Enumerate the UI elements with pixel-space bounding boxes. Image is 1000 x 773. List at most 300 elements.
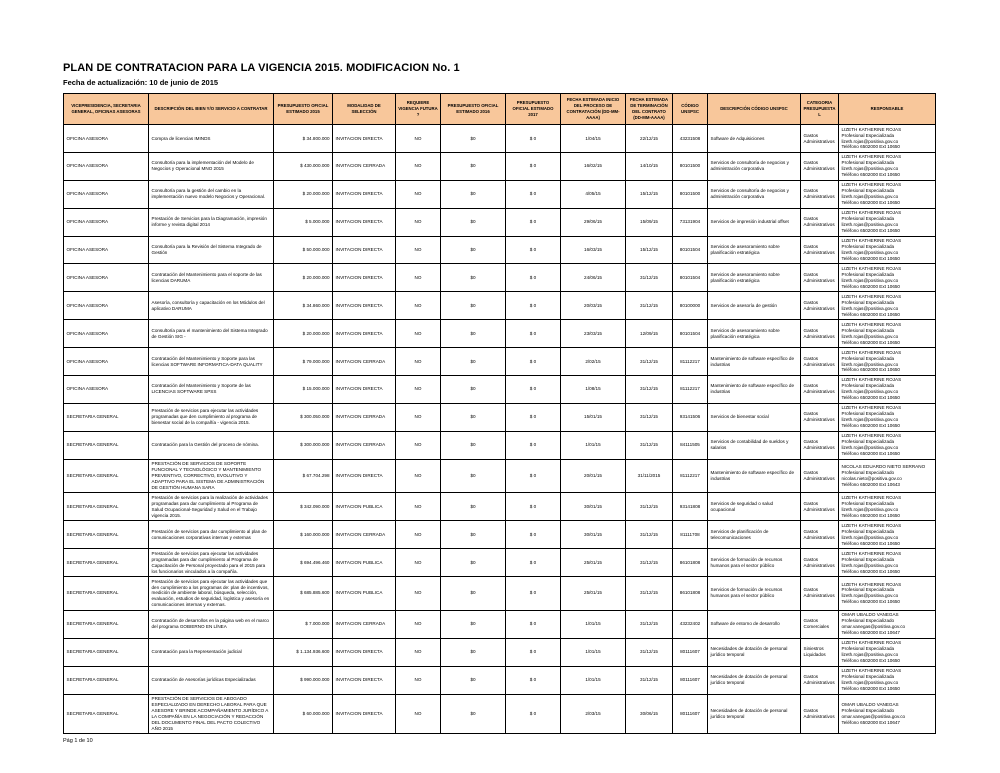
cell-descripcion: Prestación de Servicios para la Diagramación, impresión informe y revista digital 2014: [149, 208, 274, 236]
cell-vigencia-futura: NO: [396, 549, 441, 577]
column-header-categoria: CATEGORIA PRESUPUESTAL: [801, 94, 839, 125]
cell-categoria: Gastos Administrativos: [801, 431, 839, 459]
table-row: [64, 292, 936, 320]
cell-modalidad: INVITACION DIRECTA: [333, 208, 396, 236]
cell-codigo-unspsc: 84111505: [673, 431, 708, 459]
cell-responsable: LIZETH KATHERINE ROJAS Profesional Especializada lizeth.rojas@positiva.gov.co Teléfono 6502000 Ext 10650: [839, 666, 936, 694]
cell-vigencia-futura: NO: [396, 694, 441, 734]
cell-presupuesto-2017: $ 0: [506, 180, 561, 208]
cell-modalidad: INVITACION PUBLICA: [333, 577, 396, 611]
cell-fecha-inicio: 25/01/15: [561, 577, 626, 611]
cell-fecha-inicio: 1/01/15: [561, 431, 626, 459]
cell-presupuesto-2017: $ 0: [506, 320, 561, 348]
table-row: [64, 152, 936, 180]
cell-dependencia: OFICINA ASESORA: [64, 264, 149, 292]
cell-presupuesto-2017: $ 0: [506, 348, 561, 376]
cell-fecha-inicio: 24/06/15: [561, 264, 626, 292]
cell-fecha-terminacion: 31/12/15: [626, 577, 673, 611]
cell-codigo-unspsc: 43231508: [673, 125, 708, 153]
cell-vigencia-futura: NO: [396, 610, 441, 638]
cell-presupuesto-2016: $0: [441, 264, 506, 292]
cell-descripcion: Prestación de servicios para la realización de actividades programadas para dar cumplimiento al Programa de Salud Ocupacional-Seguridad y Salud en el Trabajo vigencia 2015.: [149, 493, 274, 521]
cell-presupuesto-2015: $ 694.496.460: [274, 549, 333, 577]
cell-presupuesto-2016: $0: [441, 521, 506, 549]
cell-presupuesto-2016: $0: [441, 180, 506, 208]
table-row: [64, 431, 936, 459]
cell-dependencia: SECRETARIA GENERAL: [64, 403, 149, 431]
cell-descripcion: Contratación para la Gestión del proceso de nómina.: [149, 431, 274, 459]
cell-categoria: Gastos Administrativos: [801, 403, 839, 431]
cell-fecha-inicio: 2/02/15: [561, 348, 626, 376]
cell-vigencia-futura: NO: [396, 208, 441, 236]
column-header-descripcion: DESCRIPCIÓN DEL BIEN Y/O SERVICIO A CONTRATAR: [149, 94, 274, 125]
cell-categoria: Gastos Administrativos: [801, 180, 839, 208]
cell-presupuesto-2015: $ 67.704.298: [274, 459, 333, 493]
cell-descripcion-unspsc: Software de entorno de desarrollo: [708, 610, 801, 638]
cell-vigencia-futura: NO: [396, 264, 441, 292]
cell-presupuesto-2015: $ 60.000.000: [274, 694, 333, 734]
cell-modalidad: INVITACION DIRECTA: [333, 459, 396, 493]
cell-presupuesto-2016: $0: [441, 236, 506, 264]
cell-fecha-terminacion: 15/09/15: [626, 208, 673, 236]
cell-codigo-unspsc: 86101808: [673, 549, 708, 577]
cell-presupuesto-2017: $ 0: [506, 610, 561, 638]
cell-vigencia-futura: NO: [396, 521, 441, 549]
cell-descripcion-unspsc: Mantenimiento de software específico de industrias: [708, 375, 801, 403]
cell-presupuesto-2016: $0: [441, 694, 506, 734]
cell-descripcion: Contratación del Mantenimiento para el soporte de las licencias DARUMA: [149, 264, 274, 292]
cell-responsable: LIZETH KATHERINE ROJAS Profesional Especializada lizeth.rojas@positiva.gov.co Teléfono 6502000 Ext 10650: [839, 521, 936, 549]
cell-codigo-unspsc: 86101808: [673, 577, 708, 611]
cell-presupuesto-2017: $ 0: [506, 493, 561, 521]
cell-presupuesto-2016: $0: [441, 431, 506, 459]
table-row: [64, 403, 936, 431]
cell-fecha-terminacion: 31/12/15: [626, 666, 673, 694]
cell-fecha-inicio: 4/05/15: [561, 180, 626, 208]
cell-descripcion: Compra de licencias IMINDS: [149, 125, 274, 153]
cell-vigencia-futura: NO: [396, 666, 441, 694]
cell-responsable: LIZETH KATHERINE ROJAS Profesional Especializada lizeth.rojas@positiva.gov.co Teléfono 6502000 Ext 10650: [839, 493, 936, 521]
cell-fecha-terminacion: 12/09/15: [626, 320, 673, 348]
cell-descripcion: Contratación del Mantenimiento y Soporte de las LICENCIAS SOFTWARE SPSS: [149, 375, 274, 403]
cell-descripcion-unspsc: Servicios de formación de recursos humanos para el sector público: [708, 577, 801, 611]
cell-descripcion-unspsc: Necesidades de dotación de personal jurídico temporal: [708, 694, 801, 734]
cell-responsable: LIZETH KATHERINE ROJAS Profesional Especializada lizeth.rojas@positiva.gov.co Teléfono 6502000 Ext 10650: [839, 236, 936, 264]
cell-presupuesto-2016: $0: [441, 320, 506, 348]
cell-modalidad: INVITACION DIRECTA: [333, 694, 396, 734]
cell-dependencia: OFICINA ASESORA: [64, 152, 149, 180]
cell-presupuesto-2016: $0: [441, 208, 506, 236]
cell-presupuesto-2016: $0: [441, 493, 506, 521]
cell-responsable: LIZETH KATHERINE ROJAS Profesional Especializada lizeth.rojas@positiva.gov.co Teléfono 6502000 Ext 10650: [839, 638, 936, 666]
cell-modalidad: INVITACION CERRADA: [333, 610, 396, 638]
cell-codigo-unspsc: 80111607: [673, 666, 708, 694]
cell-descripcion-unspsc: Servicios de asesoramiento sobre planificación estratégica: [708, 320, 801, 348]
cell-descripcion-unspsc: Necesidades de dotación de personal jurídico temporal: [708, 666, 801, 694]
cell-vigencia-futura: NO: [396, 459, 441, 493]
cell-dependencia: SECRETARIA GENERAL: [64, 493, 149, 521]
page-title: PLAN DE CONTRATACION PARA LA VIGENCIA 2015. MODIFICACION No. 1: [63, 62, 460, 74]
cell-responsable: LIZETH KATHERINE ROJAS Profesional Especializada lizeth.rojas@positiva.gov.co Teléfono 6502000 Ext 10650: [839, 180, 936, 208]
cell-dependencia: OFICINA ASESORA: [64, 292, 149, 320]
cell-presupuesto-2017: $ 0: [506, 638, 561, 666]
cell-presupuesto-2016: $0: [441, 152, 506, 180]
cell-codigo-unspsc: 80101504: [673, 264, 708, 292]
cell-presupuesto-2016: $0: [441, 292, 506, 320]
cell-fecha-inicio: 1/01/15: [561, 610, 626, 638]
cell-dependencia: SECRETARIA GENERAL: [64, 521, 149, 549]
cell-descripcion: PRESTACIÓN DE SERVICIOS DE SOPORTE FUNCIONAL Y TECNOLÓGICO Y MANTENIMIENTO PREVENTIVO, CORRECTIVO, EVOLUTIVO Y ADAPTIVO PARA EL SISTEMA DE ADMINISTRACIÓN DE GESTIÓN HUMANA SARA: [149, 459, 274, 493]
cell-dependencia: OFICINA ASESORA: [64, 236, 149, 264]
cell-descripcion-unspsc: Mantenimiento de software específico de industrias: [708, 348, 801, 376]
cell-vigencia-futura: NO: [396, 431, 441, 459]
page-number: Pág 1 de 10: [63, 738, 93, 744]
cell-responsable: OMAR UBALDO VANEGAS Profesional Especializado omar.vanegas@positiva.gov.co Teléfono 6502000 Ext 10647: [839, 694, 936, 734]
cell-presupuesto-2017: $ 0: [506, 521, 561, 549]
cell-presupuesto-2017: $ 0: [506, 577, 561, 611]
cell-modalidad: INVITACION CERRADA: [333, 403, 396, 431]
cell-codigo-unspsc: 80111607: [673, 638, 708, 666]
cell-modalidad: INVITACION CERRADA: [333, 431, 396, 459]
cell-modalidad: INVITACION DIRECTA: [333, 638, 396, 666]
cell-descripcion: PRESTACIÓN DE SERVICIOS DE ABOGADO ESPECIALIZADO EN DERECHO LABORAL PARA QUE ASESORE Y BRINDE ACOMPAÑAMIENTO JURÍDICO A LA COMPAÑÍA EN LA NEGOCIACIÓN Y REDACCIÓN DEL DOCUMENTO FINAL DEL PACTO COLECTIVO AÑO 2015: [149, 694, 274, 734]
column-header-modalidad: MODALIDAD DE SELECCIÓN: [333, 94, 396, 125]
cell-fecha-inicio: 25/01/15: [561, 549, 626, 577]
cell-fecha-terminacion: 31/12/15: [626, 264, 673, 292]
cell-responsable: LIZETH KATHERINE ROJAS Profesional Especializada lizeth.rojas@positiva.gov.co Teléfono 6502000 Ext 10650: [839, 431, 936, 459]
cell-presupuesto-2017: $ 0: [506, 375, 561, 403]
cell-modalidad: INVITACION CERRADA: [333, 348, 396, 376]
table-header-row: [64, 94, 936, 125]
cell-vigencia-futura: NO: [396, 577, 441, 611]
cell-dependencia: OFICINA ASESORA: [64, 375, 149, 403]
cell-categoria: Gastos Administrativos: [801, 264, 839, 292]
cell-categoria: Gastos Administrativos: [801, 666, 839, 694]
cell-fecha-terminacion: 31/12/15: [626, 521, 673, 549]
cell-categoria: Gastos Administrativos: [801, 208, 839, 236]
cell-categoria: Gastos Administrativos: [801, 521, 839, 549]
cell-fecha-inicio: 15/01/15: [561, 403, 626, 431]
cell-presupuesto-2016: $0: [441, 375, 506, 403]
cell-dependencia: SECRETARIA GENERAL: [64, 694, 149, 734]
cell-presupuesto-2015: $ 79.000.000: [274, 348, 333, 376]
cell-presupuesto-2015: $ 7.000.000: [274, 610, 333, 638]
cell-modalidad: INVITACION DIRECTA: [333, 236, 396, 264]
cell-presupuesto-2015: $ 160.000.000: [274, 521, 333, 549]
cell-vigencia-futura: NO: [396, 493, 441, 521]
column-header-codigo-unspsc: CÓDIGO UNSPSC: [673, 94, 708, 125]
cell-fecha-terminacion: 31/12/15: [626, 292, 673, 320]
cell-vigencia-futura: NO: [396, 292, 441, 320]
table-row: [64, 264, 936, 292]
cell-vigencia-futura: NO: [396, 125, 441, 153]
cell-categoria: Gastos Administrativos: [801, 320, 839, 348]
cell-categoria: Gastos Administrativos: [801, 493, 839, 521]
table-row: [64, 375, 936, 403]
table-row: [64, 180, 936, 208]
cell-fecha-inicio: 23/03/15: [561, 320, 626, 348]
column-header-presupuesto-2015: PRESUPUESTO OFICIAL ESTIMADO 2015: [274, 94, 333, 125]
cell-categoria: Gastos Comerciales: [801, 610, 839, 638]
cell-categoria: Siniestros Liquidados: [801, 638, 839, 666]
cell-codigo-unspsc: 80101500: [673, 152, 708, 180]
cell-presupuesto-2016: $0: [441, 403, 506, 431]
cell-categoria: Gastos Administrativos: [801, 236, 839, 264]
cell-presupuesto-2016: $0: [441, 125, 506, 153]
cell-presupuesto-2017: $ 0: [506, 431, 561, 459]
cell-descripcion-unspsc: Servicios de asesoría de gestión: [708, 292, 801, 320]
cell-descripcion: Contratación para la Representación judicial: [149, 638, 274, 666]
cell-descripcion-unspsc: Servicios de contabilidad de sueldos y salarios: [708, 431, 801, 459]
cell-vigencia-futura: NO: [396, 152, 441, 180]
cell-presupuesto-2017: $ 0: [506, 459, 561, 493]
cell-fecha-terminacion: 14/10/15: [626, 152, 673, 180]
table-row: [64, 549, 936, 577]
cell-responsable: OMAR UBALDO VANEGAS Profesional Especializado omar.vanegas@positiva.gov.co Teléfono 6502000 Ext 10647: [839, 610, 936, 638]
column-header-dependencia: VICEPRESIDENCIA, SECRETARIA GENERAL, OFICINAS ASESORAS: [64, 94, 149, 125]
cell-codigo-unspsc: 81112217: [673, 348, 708, 376]
cell-presupuesto-2016: $0: [441, 638, 506, 666]
cell-categoria: Gastos Administrativos: [801, 125, 839, 153]
cell-vigencia-futura: NO: [396, 236, 441, 264]
cell-descripcion-unspsc: Servicios de planificación de telecomunicaciones: [708, 521, 801, 549]
cell-presupuesto-2015: $ 342.090.000: [274, 493, 333, 521]
cell-presupuesto-2015: $ 34.800.000: [274, 125, 333, 153]
cell-categoria: Gastos Administrativos: [801, 348, 839, 376]
cell-fecha-terminacion: 31/12/15: [626, 610, 673, 638]
cell-responsable: LIZETH KATHERINE ROJAS Profesional Especializada lizeth.rojas@positiva.gov.co Teléfono 6502000 Ext 10650: [839, 264, 936, 292]
cell-presupuesto-2015: $ 15.000.000: [274, 375, 333, 403]
cell-presupuesto-2015: $ 1.134.936.600: [274, 638, 333, 666]
cell-codigo-unspsc: 80101504: [673, 320, 708, 348]
cell-modalidad: INVITACION DIRECTA: [333, 292, 396, 320]
cell-fecha-inicio: 1/01/15: [561, 666, 626, 694]
table-row: [64, 236, 936, 264]
cell-descripcion: Prestación de servicios para dar cumplimiento al plan de comunicaciones corporativas internas y externas: [149, 521, 274, 549]
cell-responsable: LIZETH KATHERINE ROJAS Profesional Especializada lizeth.rojas@positiva.gov.co Teléfono 6502000 Ext 10650: [839, 348, 936, 376]
cell-fecha-inicio: 2/03/15: [561, 694, 626, 734]
cell-presupuesto-2015: $ 34.860.000: [274, 292, 333, 320]
cell-presupuesto-2017: $ 0: [506, 208, 561, 236]
cell-presupuesto-2016: $0: [441, 577, 506, 611]
cell-fecha-terminacion: 31/12/15: [626, 348, 673, 376]
cell-descripcion: Prestación de servicios para ejecutar las actividades programadas para dar cumplimiento al Programa de Capacitación de Personal proyectado para el 2015 para los funcionarios vinculados a la compañía.: [149, 549, 274, 577]
cell-dependencia: OFICINA ASESORA: [64, 208, 149, 236]
cell-codigo-unspsc: 81112217: [673, 459, 708, 493]
cell-descripcion-unspsc: Servicios de consultoría de negocios y administración corporativa: [708, 180, 801, 208]
column-header-presupuesto-2017: PRESUPUESTO OFICIAL ESTIMADO 2017: [506, 94, 561, 125]
cell-responsable: LIZETH KATHERINE ROJAS Profesional Especializada lizeth.rojas@positiva.gov.co Teléfono 6502000 Ext 10650: [839, 152, 936, 180]
cell-presupuesto-2015: $ 20.000.000: [274, 320, 333, 348]
cell-codigo-unspsc: 43232402: [673, 610, 708, 638]
cell-presupuesto-2016: $0: [441, 549, 506, 577]
cell-modalidad: INVITACION CERRADA: [333, 521, 396, 549]
cell-responsable: LIZETH KATHERINE ROJAS Profesional Especializada lizeth.rojas@positiva.gov.co Teléfono 6502000 Ext 10650: [839, 125, 936, 153]
cell-modalidad: INVITACION PUBLICA: [333, 549, 396, 577]
cell-fecha-terminacion: 22/12/15: [626, 125, 673, 153]
cell-fecha-terminacion: 31/12/15: [626, 375, 673, 403]
table-row: [64, 694, 936, 734]
cell-fecha-inicio: 30/01/15: [561, 493, 626, 521]
cell-fecha-terminacion: 31/12/15: [626, 549, 673, 577]
cell-dependencia: OFICINA ASESORA: [64, 180, 149, 208]
table-row: [64, 320, 936, 348]
table-row: [64, 638, 936, 666]
cell-codigo-unspsc: 80100000: [673, 292, 708, 320]
contracting-plan-table: [63, 93, 936, 734]
cell-presupuesto-2016: $0: [441, 459, 506, 493]
table-row: [64, 459, 936, 493]
cell-dependencia: SECRETARIA GENERAL: [64, 577, 149, 611]
cell-dependencia: OFICINA ASESORA: [64, 125, 149, 153]
column-header-fecha-terminacion: FECHA ESTIMADA DE TERMINACIÓN DEL CONTRATO (DD-MM-AAAA): [626, 94, 673, 125]
cell-presupuesto-2017: $ 0: [506, 292, 561, 320]
cell-fecha-inicio: 20/03/15: [561, 292, 626, 320]
cell-responsable: LIZETH KATHERINE ROJAS Profesional Especializada lizeth.rojas@positiva.gov.co Teléfono 6502000 Ext 10650: [839, 375, 936, 403]
cell-categoria: Gastos Administrativos: [801, 459, 839, 493]
cell-presupuesto-2016: $0: [441, 348, 506, 376]
cell-vigencia-futura: NO: [396, 375, 441, 403]
cell-descripcion-unspsc: Software de Adquisiciones: [708, 125, 801, 153]
cell-dependencia: SECRETARIA GENERAL: [64, 638, 149, 666]
cell-descripcion-unspsc: Mantenimiento de software específico de industrias: [708, 459, 801, 493]
cell-descripcion-unspsc: Servicios de impresión industrial offset: [708, 208, 801, 236]
cell-presupuesto-2015: $ 20.000.000: [274, 264, 333, 292]
cell-fecha-inicio: 29/06/15: [561, 208, 626, 236]
column-header-vigencia-futura: REQUIERE VIGENCIA FUTURA ?: [396, 94, 441, 125]
cell-categoria: Gastos Administrativos: [801, 152, 839, 180]
cell-dependencia: OFICINA ASESORA: [64, 348, 149, 376]
cell-modalidad: INVITACION DIRECTA: [333, 375, 396, 403]
cell-presupuesto-2015: $ 990.000.000: [274, 666, 333, 694]
cell-dependencia: OFICINA ASESORA: [64, 320, 149, 348]
cell-descripcion: Contratación del Mantenimiento y Soporte para las licencias SOFTWARE INFORMATICA-DATA QUALITY: [149, 348, 274, 376]
cell-fecha-terminacion: 15/12/15: [626, 236, 673, 264]
cell-categoria: Gastos Administrativos: [801, 292, 839, 320]
cell-presupuesto-2015: $ 50.000.000: [274, 236, 333, 264]
cell-dependencia: SECRETARIA GENERAL: [64, 431, 149, 459]
cell-categoria: Gastos Administrativos: [801, 577, 839, 611]
cell-descripcion: Prestación de servicios para ejecutar las actividades que den cumplimiento a los programas de: plan de incentivos, medición de ambiente laboral, búsqueda, selección, evaluación, estudios de seguridad, logística y asesoría en comunicaciones internas y externas.: [149, 577, 274, 611]
cell-descripcion: Contratación de desarrollos en la página web en el marco del programa GOBIERNO EN LÍNEA: [149, 610, 274, 638]
cell-presupuesto-2015: $ 685.885.600: [274, 577, 333, 611]
cell-codigo-unspsc: 80111607: [673, 694, 708, 734]
cell-presupuesto-2015: $ 300.050.000: [274, 403, 333, 431]
cell-vigencia-futura: NO: [396, 180, 441, 208]
cell-codigo-unspsc: 81111708: [673, 521, 708, 549]
cell-descripcion: Consultoría para la implementación del Modelo de Negocios y Operacional MNO 2015: [149, 152, 274, 180]
cell-descripcion: Consultoría para la gestión del cambio en la implementación nuevo modelo Negocios y Operacional.: [149, 180, 274, 208]
cell-presupuesto-2015: $ 20.000.000: [274, 180, 333, 208]
cell-presupuesto-2016: $0: [441, 610, 506, 638]
cell-descripcion: Consultoría para la Revisión del Sistema Integrado de Gestión: [149, 236, 274, 264]
column-header-responsable: RESPONSABLE: [839, 94, 936, 125]
cell-responsable: NICOLAS EDUARDO NIETO SERRANO Profesional Especializado nicolas.nieto@positiva.gov.co Teléfono 6502000 Ext 10643: [839, 459, 936, 493]
cell-fecha-terminacion: 31/12/15: [626, 638, 673, 666]
cell-descripcion: Asesoría, consultoría y capacitación en los Módulos del aplicativo DARUMA: [149, 292, 274, 320]
cell-descripcion-unspsc: Servicios de formación de recursos humanos para el sector público: [708, 549, 801, 577]
cell-presupuesto-2015: $ 5.000.000: [274, 208, 333, 236]
table-row: [64, 521, 936, 549]
cell-codigo-unspsc: 73131904: [673, 208, 708, 236]
table-row: [64, 610, 936, 638]
cell-dependencia: SECRETARIA GENERAL: [64, 459, 149, 493]
cell-categoria: Gastos Administrativos: [801, 694, 839, 734]
cell-descripcion: Prestación de servicios para ejecutar las actividades programadas que den cumplimiento al programa de bienestar social de la compañía - vigencia 2015.: [149, 403, 274, 431]
cell-fecha-inicio: 1/08/15: [561, 375, 626, 403]
cell-responsable: LIZETH KATHERINE ROJAS Profesional Especializada lizeth.rojas@positiva.gov.co Teléfono 6502000 Ext 10650: [839, 320, 936, 348]
cell-fecha-inicio: 16/03/15: [561, 236, 626, 264]
cell-responsable: LIZETH KATHERINE ROJAS Profesional Especializada lizeth.rojas@positiva.gov.co Teléfono 6502000 Ext 10650: [839, 549, 936, 577]
cell-modalidad: INVITACION CERRADA: [333, 152, 396, 180]
cell-vigencia-futura: NO: [396, 403, 441, 431]
cell-codigo-unspsc: 93141808: [673, 493, 708, 521]
cell-dependencia: SECRETARIA GENERAL: [64, 610, 149, 638]
cell-responsable: LIZETH KATHERINE ROJAS Profesional Especializada lizeth.rojas@positiva.gov.co Teléfono 6502000 Ext 10650: [839, 208, 936, 236]
table-row: [64, 348, 936, 376]
cell-categoria: Gastos Administrativos: [801, 375, 839, 403]
cell-fecha-inicio: 16/02/15: [561, 152, 626, 180]
cell-fecha-terminacion: 31/12/15: [626, 493, 673, 521]
cell-codigo-unspsc: 80101504: [673, 236, 708, 264]
table-row: [64, 208, 936, 236]
cell-responsable: LIZETH KATHERINE ROJAS Profesional Especializada lizeth.rojas@positiva.gov.co Teléfono 6502000 Ext 10650: [839, 292, 936, 320]
cell-descripcion-unspsc: Servicios de seguridad o salud ocupacional: [708, 493, 801, 521]
cell-responsable: LIZETH KATHERINE ROJAS Profesional Especializada lizeth.rojas@positiva.gov.co Teléfono 6502000 Ext 10650: [839, 403, 936, 431]
cell-presupuesto-2017: $ 0: [506, 666, 561, 694]
cell-presupuesto-2017: $ 0: [506, 236, 561, 264]
column-header-presupuesto-2016: PRESUPUESTO OFICIAL ESTIMADO 2016: [441, 94, 506, 125]
cell-presupuesto-2016: $0: [441, 666, 506, 694]
cell-modalidad: INVITACION PUBLICA: [333, 493, 396, 521]
cell-codigo-unspsc: 93141506: [673, 403, 708, 431]
cell-modalidad: INVITACION DIRECTA: [333, 666, 396, 694]
cell-descripcion-unspsc: Necesidades de dotación de personal jurídico temporal: [708, 638, 801, 666]
cell-vigencia-futura: NO: [396, 348, 441, 376]
cell-fecha-inicio: 20/01/15: [561, 459, 626, 493]
cell-fecha-terminacion: 31/11/2015: [626, 459, 673, 493]
column-header-fecha-inicio: FECHA ESTIMADA INICIO DEL PROCESO DE CONTRATACIÓN (DD-MM-AAAA): [561, 94, 626, 125]
cell-categoria: Gastos Administrativos: [801, 549, 839, 577]
update-date: Fecha de actualización: 10 de junio de 2015: [63, 78, 219, 87]
cell-descripcion: Consultoría para el mantenimiento del Sistema Integrado de Gestión SIG -: [149, 320, 274, 348]
cell-modalidad: INVITACION DIRECTA: [333, 180, 396, 208]
cell-presupuesto-2015: $ 430.000.000: [274, 152, 333, 180]
cell-descripcion-unspsc: Servicios de asesoramiento sobre planificación estratégica: [708, 236, 801, 264]
cell-fecha-terminacion: 15/12/15: [626, 180, 673, 208]
cell-descripcion-unspsc: Servicios de asesoramiento sobre planificación estratégica: [708, 264, 801, 292]
cell-fecha-terminacion: 31/12/15: [626, 431, 673, 459]
table-row: [64, 666, 936, 694]
cell-presupuesto-2017: $ 0: [506, 152, 561, 180]
cell-descripcion-unspsc: Servicios de consultoría de negocios y administración corporativa: [708, 152, 801, 180]
cell-codigo-unspsc: 80101500: [673, 180, 708, 208]
cell-vigencia-futura: NO: [396, 638, 441, 666]
cell-descripcion-unspsc: Servicios de bienestar social: [708, 403, 801, 431]
cell-responsable: LIZETH KATHERINE ROJAS Profesional Especializada lizeth.rojas@positiva.gov.co Teléfono 6502000 Ext 10650: [839, 577, 936, 611]
table-row: [64, 125, 936, 153]
cell-descripcion: Contratación de Asesorías jurídicas Especializadas: [149, 666, 274, 694]
cell-presupuesto-2017: $ 0: [506, 403, 561, 431]
column-header-descripcion-unspsc: DESCRIPCIÓN CÓDIGO UNSPSC: [708, 94, 801, 125]
cell-presupuesto-2017: $ 0: [506, 694, 561, 734]
cell-presupuesto-2015: $ 300.000.000: [274, 431, 333, 459]
cell-presupuesto-2017: $ 0: [506, 264, 561, 292]
cell-presupuesto-2017: $ 0: [506, 549, 561, 577]
cell-fecha-inicio: 30/01/15: [561, 521, 626, 549]
cell-codigo-unspsc: 81112217: [673, 375, 708, 403]
cell-modalidad: INVITACION DIRECTA: [333, 320, 396, 348]
